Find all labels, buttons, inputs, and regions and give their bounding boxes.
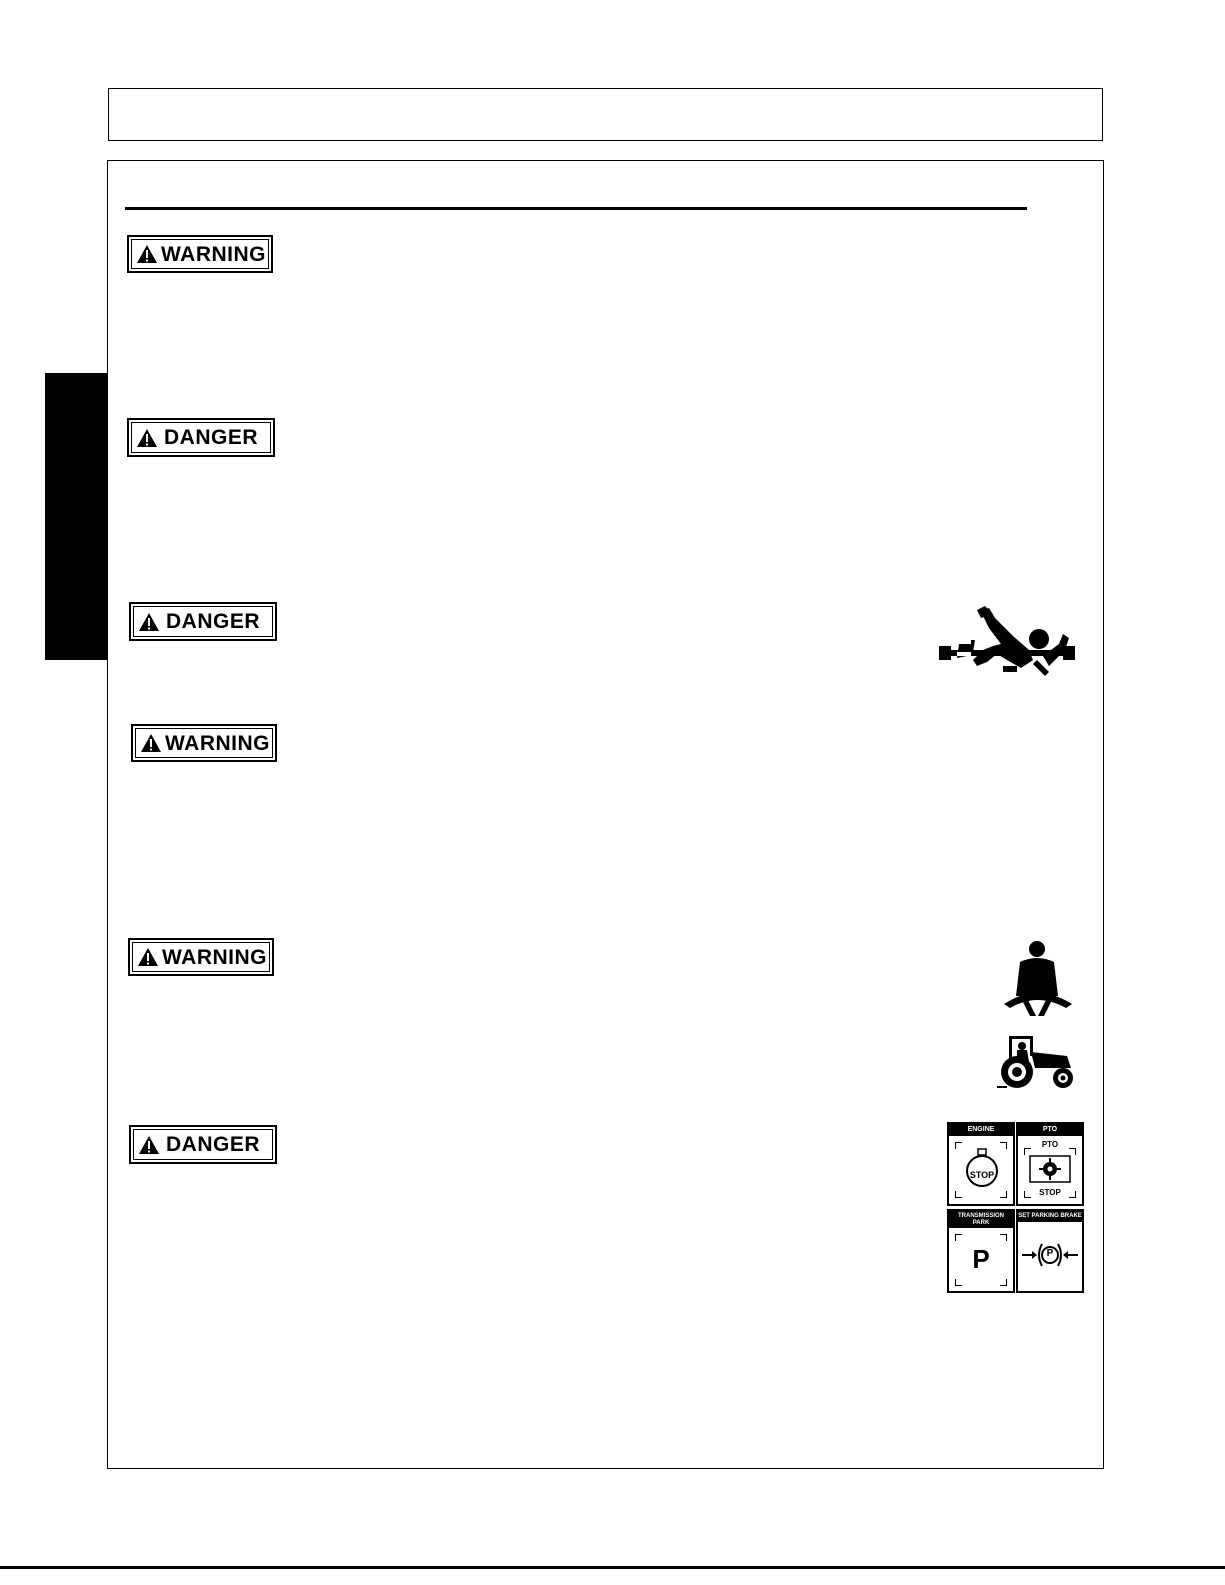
warning-label-text: WARNING [165, 731, 270, 755]
parking-brake-letter: P [1046, 1247, 1054, 1259]
page-header-box [108, 88, 1103, 141]
pto-stop-panel [1016, 1122, 1084, 1206]
warning-triangle-icon [138, 612, 160, 632]
transmission-header: TRANSMISSION PARK [949, 1211, 1013, 1228]
warning-label [131, 724, 277, 762]
danger-label-text: DANGER [166, 610, 261, 633]
transmission-park-panel [947, 1209, 1015, 1293]
pto-header: PTO [1018, 1124, 1082, 1136]
warning-label-text: WARNING [162, 945, 267, 969]
danger-label [129, 1125, 277, 1164]
engine-stop-icon [965, 1148, 999, 1188]
warning-triangle-icon [136, 244, 158, 264]
shutdown-procedure-icons [947, 1122, 1086, 1293]
warning-triangle-icon [137, 947, 159, 967]
warning-triangle-icon [140, 733, 162, 753]
danger-label-text: DANGER [166, 1133, 261, 1156]
section-side-tab [45, 373, 108, 660]
pto-entanglement-icon [937, 604, 1079, 680]
parking-brake-header: SET PARKING BRAKE [1018, 1211, 1082, 1222]
warning-triangle-icon [138, 1135, 160, 1155]
section-title-rule [125, 207, 1027, 210]
warning-label [128, 938, 274, 976]
tractor-rollover-icon [995, 1032, 1077, 1090]
engine-stop-panel [947, 1122, 1015, 1206]
warning-label [127, 235, 273, 273]
engine-stop-text: STOP [969, 1169, 995, 1180]
seatbelt-operator-icon [1000, 940, 1076, 1018]
pto-inner-text: PTO [1041, 1139, 1059, 1149]
parking-brake-panel [1016, 1209, 1084, 1293]
transmission-park-icon: P [972, 1244, 990, 1275]
pto-stop-icon [1028, 1154, 1072, 1184]
warning-label-text: WARNING [161, 242, 266, 266]
danger-label-text: DANGER [164, 426, 259, 449]
pto-stop-text: STOP [1039, 1187, 1061, 1197]
engine-header: ENGINE [949, 1124, 1013, 1136]
warning-triangle-icon [136, 428, 158, 448]
danger-label [129, 602, 277, 641]
danger-label [127, 418, 275, 457]
page-footer-rule [0, 1566, 1225, 1569]
